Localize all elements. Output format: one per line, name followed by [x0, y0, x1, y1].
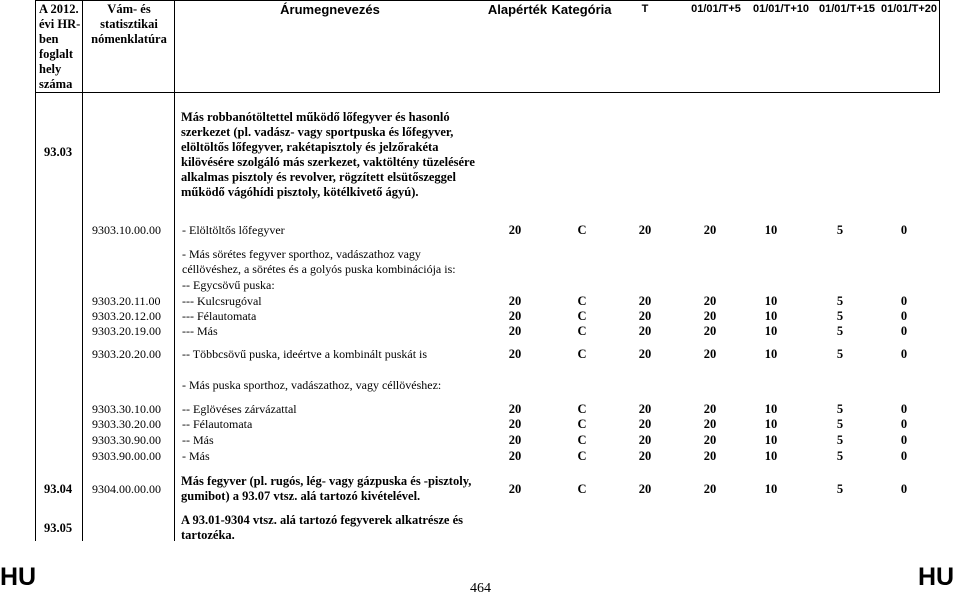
row-description: --- Más: [182, 324, 218, 338]
t20-cell: 0: [900, 402, 908, 416]
page-number: 464: [470, 581, 491, 596]
footer-country-right: HU: [918, 563, 955, 591]
t5-cell: 20: [703, 417, 717, 431]
t20-cell: 0: [900, 449, 908, 463]
t15-cell: 5: [836, 482, 844, 496]
row-code: 9303.20.20.00: [92, 347, 161, 361]
subheading-rifle: - Más puska sporthoz, vadászathoz, vagy céllövéshez:: [182, 378, 442, 392]
t5-cell: 20: [703, 482, 717, 496]
header-hr-position: A 2012. évi HR-ben foglalt hely száma: [39, 2, 81, 91]
t5-cell: 20: [703, 309, 717, 323]
row-code: 9304.00.00.00: [92, 482, 161, 496]
category-cell: C: [577, 294, 587, 308]
base-rate-cell: 20: [508, 324, 522, 338]
t5-cell: 20: [703, 449, 717, 463]
t10-cell: 10: [764, 449, 778, 463]
category-cell: C: [577, 433, 587, 447]
t20-cell: 0: [900, 309, 908, 323]
row-code: 9303.20.19.00: [92, 324, 161, 338]
t20-cell: 0: [900, 433, 908, 447]
row-description: - Más: [182, 449, 210, 463]
header-base-rate: Alapérték: [487, 2, 548, 17]
row-code: 9303.20.11.00: [92, 294, 161, 308]
header-t15: 01/01/T+15: [819, 3, 875, 15]
t10-cell: 10: [764, 402, 778, 416]
t-cell: 20: [638, 433, 652, 447]
t10-cell: 10: [764, 309, 778, 323]
t10-cell: 10: [764, 433, 778, 447]
category-cell: C: [577, 449, 587, 463]
category-cell: C: [577, 482, 587, 496]
t5-cell: 20: [703, 347, 717, 361]
t20-cell: 0: [900, 223, 908, 237]
base-rate-cell: 20: [508, 309, 522, 323]
base-rate-cell: 20: [508, 449, 522, 463]
t20-cell: 0: [900, 294, 908, 308]
header-t10: 01/01/T+10: [753, 3, 809, 15]
t5-cell: 20: [703, 223, 717, 237]
t-cell: 20: [638, 223, 652, 237]
category-cell: C: [577, 347, 587, 361]
t15-cell: 5: [836, 294, 844, 308]
column-border: [174, 93, 175, 541]
base-rate-cell: 20: [508, 433, 522, 447]
column-border: [82, 93, 83, 541]
category-cell: C: [577, 417, 587, 431]
row-code: 9303.30.10.00: [92, 402, 161, 416]
t-cell: 20: [638, 417, 652, 431]
row-description: -- Többcsövű puska, ideértve a kombinált puskát is: [182, 347, 428, 361]
heading-9303: Más robbanótöltettel működő lőfegyver és hasonló szerkezet (pl. vadász- vagy sportpuska és lőfegyver, elöltöltős lőfegyver, rakétapisztoly és jelzőrakéta kilövésére szolgáló más szerkezet, vaktöltény tüzelésére alkalmas pisztoly és revolver, rögzített elsütőszeggel működő vágóhídi pisztoly, kötélkivető ágyú).: [181, 110, 475, 199]
t10-cell: 10: [764, 347, 778, 361]
t10-cell: 10: [764, 324, 778, 338]
row-code: 9303.10.00.00: [92, 223, 161, 237]
t20-cell: 0: [900, 347, 908, 361]
t-cell: 20: [638, 294, 652, 308]
row-code: 9303.90.00.00: [92, 449, 161, 463]
category-cell: C: [577, 324, 587, 338]
t-cell: 20: [638, 402, 652, 416]
t-cell: 20: [638, 324, 652, 338]
t10-cell: 10: [764, 482, 778, 496]
t15-cell: 5: [836, 417, 844, 431]
header-description: Árumegnevezés: [280, 2, 380, 17]
row-description: -- Félautomata: [182, 417, 253, 431]
row-description: --- Kulcsrugóval: [182, 294, 262, 308]
row-code: 9303.20.12.00: [92, 309, 161, 323]
heading-9304: Más fegyver (pl. rugós, lég- vagy gázpuska és -pisztoly, gumibot) a 93.07 vtsz. alá tartozó kivételével.: [181, 474, 472, 503]
t20-cell: 0: [900, 417, 908, 431]
base-rate-cell: 20: [508, 482, 522, 496]
t5-cell: 20: [703, 294, 717, 308]
subheading-single-barrel: -- Egycsövű puska:: [182, 278, 275, 292]
base-rate-cell: 20: [508, 223, 522, 237]
t-cell: 20: [638, 347, 652, 361]
base-rate-cell: 20: [508, 417, 522, 431]
t5-cell: 20: [703, 324, 717, 338]
t15-cell: 5: [836, 433, 844, 447]
t15-cell: 5: [836, 324, 844, 338]
subheading-shotgun: - Más sörétes fegyver sporthoz, vadászathoz vagy céllövéshez, a sörétes és a golyós puska kombinációja is:: [182, 247, 456, 276]
row-description: -- Más: [182, 433, 214, 447]
row-description: - Elöltöltős lőfegyver: [182, 223, 285, 237]
t15-cell: 5: [836, 449, 844, 463]
row-description: -- Eglövéses zárvázattal: [182, 402, 297, 416]
header-t: T: [641, 3, 649, 15]
t15-cell: 5: [836, 309, 844, 323]
header-t20: 01/01/T+20: [881, 3, 937, 15]
base-rate-cell: 20: [508, 402, 522, 416]
t-cell: 20: [638, 309, 652, 323]
footer-country-left: HU: [0, 563, 37, 591]
t5-cell: 20: [703, 433, 717, 447]
base-rate-cell: 20: [508, 347, 522, 361]
heading-9305: A 93.01-9304 vtsz. alá tartozó fegyverek alkatrésze és tartozéka.: [181, 513, 463, 542]
base-rate-cell: 20: [508, 294, 522, 308]
row-code: 9303.30.20.00: [92, 417, 161, 431]
t15-cell: 5: [836, 223, 844, 237]
t-cell: 20: [638, 482, 652, 496]
category-cell: C: [577, 402, 587, 416]
row-description: --- Félautomata: [182, 309, 257, 323]
column-border: [35, 93, 36, 541]
hr-number: 93.04: [44, 482, 73, 496]
t15-cell: 5: [836, 402, 844, 416]
header-t5: 01/01/T+5: [691, 3, 741, 15]
t10-cell: 10: [764, 417, 778, 431]
t20-cell: 0: [900, 482, 908, 496]
t10-cell: 10: [764, 294, 778, 308]
hr-number: 93.05: [44, 521, 73, 535]
row-code: 9303.30.90.00: [92, 433, 161, 447]
t-cell: 20: [638, 449, 652, 463]
t15-cell: 5: [836, 347, 844, 361]
category-cell: C: [577, 309, 587, 323]
t20-cell: 0: [900, 324, 908, 338]
category-cell: C: [577, 223, 587, 237]
t5-cell: 20: [703, 402, 717, 416]
hr-number: 93.03: [44, 145, 73, 159]
header-nomenclature: Vám- és statisztikai nómenklatúra: [91, 2, 167, 46]
header-category: Kategória: [551, 2, 612, 17]
t10-cell: 10: [764, 223, 778, 237]
